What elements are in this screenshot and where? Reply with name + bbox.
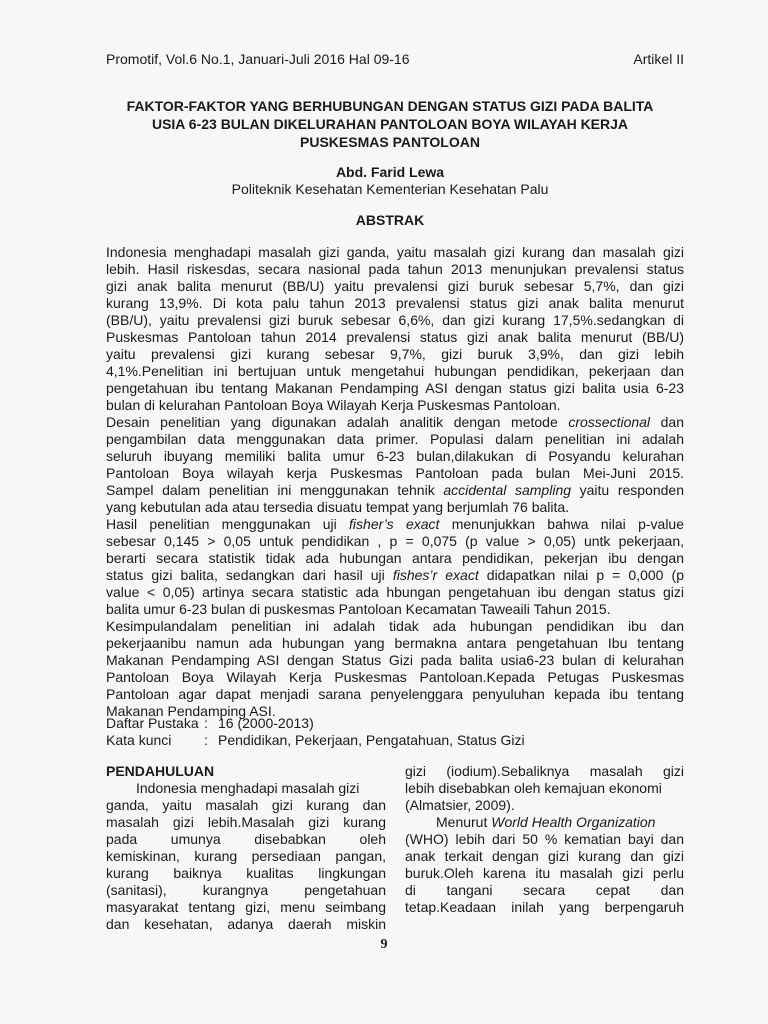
right-column-line: gizi (iodium).Sebaliknya masalah gizi [405, 763, 684, 779]
left-column-line: masalah gizi lebih.Masalah gizi kurang [106, 814, 386, 830]
left-column-line: kurang baiknya kualitas lingkungan [106, 865, 386, 881]
right-column-line: (WHO) lebih dari 50 % kematian bayi dan [405, 831, 684, 847]
abstract-line: yaitu prevalensi gizi kurang sebesar 9,7%, gizi buruk 3,9%, dan gizi lebih [106, 346, 684, 362]
keywords-row [106, 732, 525, 749]
reference-count-row [106, 715, 314, 732]
abstract-line: pengambilan data menggunakan data primer. Populasi dalam penelitian ini adalah [106, 431, 684, 447]
abstract-line: Puskesmas Pantoloan tahun 2014 prevalensi status gizi anak balita menurut (BB/U) [106, 329, 684, 345]
abstract-line: Kesimpulandalam penelitian ini adalah tidak ada hubungan pendidikan ibu dan [106, 618, 684, 634]
abstract-line: 4,1%.Penelitian ini bertujuan untuk mengetahui hubungan pendidikan, pekerjaan dan [106, 363, 684, 379]
abstract-line: kurang 13,9%. Di kota palu tahun 2013 prevalensi status gizi anak balita menurut [106, 295, 684, 311]
section-heading: PENDAHULUAN [106, 763, 215, 779]
abstract-line: sebesar 0,145 > 0,05 untuk pendidikan , p = 0,075 (p value > 0,05) untk pekerjaan, [106, 533, 684, 549]
abstract-line: bulan di kelurahan Pantoloan Boya Wilayah Kerja Puskesmas Pantoloan. [106, 397, 561, 413]
keywords-value: Pendidikan, Pekerjaan, Pengatahuan, Status Gizi [218, 732, 525, 748]
reference-count-value: 16 (2000-2013) [218, 715, 314, 731]
left-column-line: Indonesia menghadapi masalah gizi [136, 780, 360, 796]
colon: : [204, 732, 208, 748]
right-column-line: tetap.Keadaan inilah yang berpengaruh [405, 899, 684, 915]
abstract-line: gizi anak balita menurut (BB/U) yaitu prevalensi gizi buruk sebesar 5,7%, dan gizi [106, 278, 684, 294]
colon: : [204, 715, 208, 731]
left-column-line: (sanitasi), kurangnya pengetahuan [106, 882, 386, 898]
abstract-line: Pantoloan Boya wilayah kerja Puskesmas Pantoloan pada bulan Mei-Juni 2015. [106, 465, 684, 481]
abstract-line: berarti secara statistik tidak ada hubungan antara pendidikan, pekerjan ibu dengan [106, 550, 684, 566]
left-column-line: pada umunya disebabkan oleh [106, 831, 386, 847]
author-name: Abd. Farid Lewa [335, 164, 445, 180]
journal-citation: Promotif, Vol.6 No.1, Januari-Juli 2016 Hal 09-16 [106, 51, 410, 67]
abstract-line: pengetahuan ibu tentang Makanan Pendamping ASI dengan status gizi balita usia 6-23 [106, 380, 684, 396]
right-column-line: anak terkait dengan gizi kurang dan gizi [405, 848, 684, 864]
abstract-line: Makanan Pendamping ASI dengan Status Gizi pada balita usia6-23 bulan di kelurahan [106, 652, 684, 668]
right-column-line: Menurut World Health Organization [436, 814, 656, 830]
left-column-line: ganda, yaitu masalah gizi kurang dan [106, 797, 386, 813]
article-label: Artikel II [633, 51, 684, 67]
abstract-heading: ABSTRAK [355, 212, 425, 228]
left-column-line: kemiskinan, kurang persediaan pangan, [106, 848, 386, 864]
author-affiliation: Politeknik Kesehatan Kementerian Kesehatan Palu [231, 181, 549, 197]
abstract-line: Hasil penelitian menggunakan uji fisher’s exact menunjukkan bahwa nilai p-value [106, 516, 684, 532]
right-column-line: lebih disebabkan oleh kemajuan ekonomi [405, 780, 662, 796]
page-number: 9 [380, 937, 388, 952]
left-column-line: masyarakat tentang gizi, menu seimbang [106, 899, 386, 915]
abstract-line: yang kebutulan ada atau tersedia disuatu tempat yang berjumlah 76 balita. [106, 499, 570, 515]
abstract-line: Makanan Pendamping ASI. [106, 703, 276, 719]
abstract-line: value < 0,05) artinya secara statistic ada hbungan pengetahuan ibu dengan status gizi [106, 584, 684, 600]
abstract-line: Sampel dalam penelitian ini menggunakan tehnik accidental sampling yaitu responden [106, 482, 684, 498]
left-column-line: dan kesehatan, adanya daerah miskin [106, 916, 386, 932]
right-column-line: buruk.Oleh karena itu masalah gizi perlu [405, 865, 684, 881]
abstract-line: Indonesia menghadapi masalah gizi ganda, yaitu masalah gizi kurang dan masalah gizi [106, 244, 684, 260]
article-title-line: USIA 6-23 BULAN DIKELURAHAN PANTOLOAN BOYA WILAYAH KERJA [151, 116, 629, 132]
abstract-line: pekerjaanibu namun ada hubungan yang bermakna antara pengetahuan Ibu tentang [106, 635, 684, 651]
abstract-line: status gizi balita, sedangkan dari hasil uji fishes’r exact didapatkan nilai p = 0,000 (p [106, 567, 684, 583]
article-title-line: FAKTOR-FAKTOR YANG BERHUBUNGAN DENGAN STATUS GIZI PADA BALITA [126, 98, 654, 114]
abstract-line: Desain penelitian yang digunakan adalah analitik dengan metode crossectional dan [106, 414, 685, 430]
abstract-line: lebih. Hasil riskesdas, secara nasional pada tahun 2013 menunjukan prevalensi status [106, 261, 684, 277]
keywords-label: Kata kunci [106, 732, 172, 748]
reference-count-label: Daftar Pustaka [106, 715, 199, 731]
right-column-line: (Almatsier, 2009). [405, 797, 515, 813]
abstract-line: (BB/U), yaitu prevalensi gizi buruk sebesar 6,6%, dan gizi kurang 17,5%.sedangkan di [106, 312, 684, 328]
right-column-line: di tangani secara cepat dan [405, 882, 684, 898]
article-title-line: PUSKESMAS PANTOLOAN [300, 134, 480, 150]
abstract-line: balita umur 6-23 bulan di puskesmas Pantoloan Kecamatan Taweaili Tahun 2015. [106, 601, 611, 617]
abstract-line: Pantoloan agar dapat menjadi sarana penyelenggara penyuluhan kepada ibu tentang [106, 686, 684, 702]
abstract-line: seluruh ibuyang memiliki balita umur 6-23 bulan,dilakukan di Posyandu kelurahan [106, 448, 684, 464]
abstract-line: Pantoloan Boya Wilayah Kerja Puskesmas Pantoloan.Kepada Petugas Puskesmas [106, 669, 684, 685]
